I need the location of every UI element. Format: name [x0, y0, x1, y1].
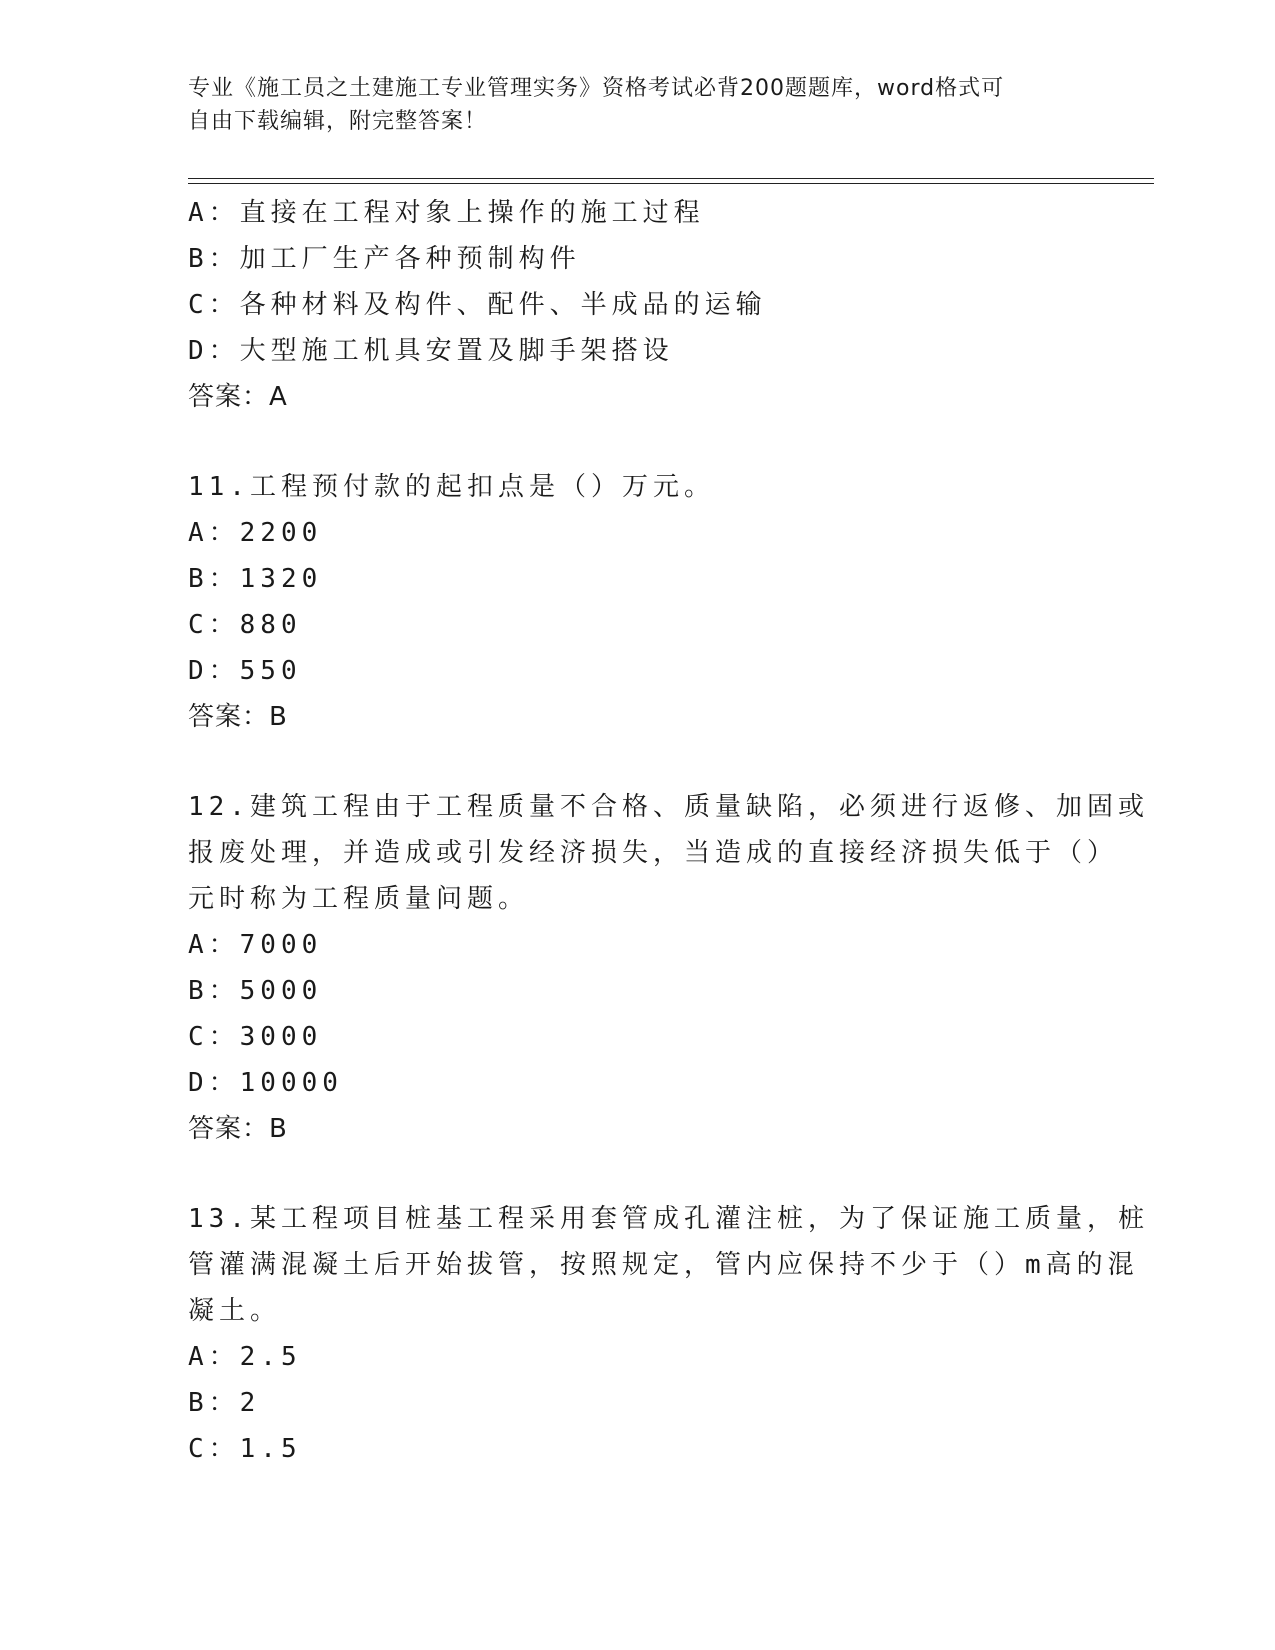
answer: 答案：B: [188, 702, 288, 732]
option-c: C：1.5: [188, 1434, 302, 1464]
question-stem-line-1: 13.某工程项目桩基工程采用套管成孔灌注桩，为了保证施工质量，桩: [188, 1204, 1149, 1234]
option-b: B：加工厂生产各种预制构件: [188, 244, 581, 274]
option-b: B：1320: [188, 564, 323, 594]
question-list: [188, 190, 1149, 1472]
option-c: C：880: [188, 610, 302, 640]
option-a: A：7000: [188, 930, 323, 960]
option-a: A：直接在工程对象上操作的施工过程: [188, 198, 705, 228]
spacer: [188, 740, 1088, 784]
document-header: [188, 72, 1068, 138]
spacer: [188, 420, 1088, 464]
header-divider-bottom: [188, 183, 1154, 184]
header-line-2: 自由下载编辑，附完整答案！: [188, 109, 488, 134]
question-stem-line-2: 管灌满混凝土后开始拔管，按照规定，管内应保持不少于（）m高的混: [188, 1250, 1139, 1280]
question-stem-line-3: 元时称为工程质量问题。: [188, 884, 530, 914]
option-b: B：5000: [188, 976, 323, 1006]
option-b: B：2: [188, 1388, 261, 1418]
question-stem: 11.工程预付款的起扣点是（）万元。: [188, 472, 715, 502]
question-11: [188, 464, 1088, 740]
question-stem-line-1: 12.建筑工程由于工程质量不合格、质量缺陷，必须进行返修、加固或: [188, 792, 1149, 822]
question-12: [188, 784, 1149, 1152]
option-d: D：10000: [188, 1068, 343, 1098]
option-a: A：2.5: [188, 1342, 302, 1372]
question-10: [188, 190, 1088, 420]
spacer: [188, 1152, 1088, 1196]
question-stem-line-2: 报废处理，并造成或引发经济损失，当造成的直接经济损失低于（）: [188, 838, 1119, 868]
option-c: C：3000: [188, 1022, 323, 1052]
option-a: A：2200: [188, 518, 323, 548]
header-divider-top: [188, 178, 1154, 179]
option-d: D：大型施工机具安置及脚手架搭设: [188, 336, 674, 366]
option-d: D：550: [188, 656, 302, 686]
answer: 答案：A: [188, 382, 288, 412]
answer: 答案：B: [188, 1114, 288, 1144]
question-stem-line-3: 凝土。: [188, 1296, 282, 1326]
question-13: [188, 1196, 1149, 1472]
header-line-1: 专业《施工员之土建施工专业管理实务》资格考试必背200题题库，word格式可: [188, 76, 1005, 101]
option-c: C：各种材料及构件、配件、半成品的运输: [188, 290, 767, 320]
